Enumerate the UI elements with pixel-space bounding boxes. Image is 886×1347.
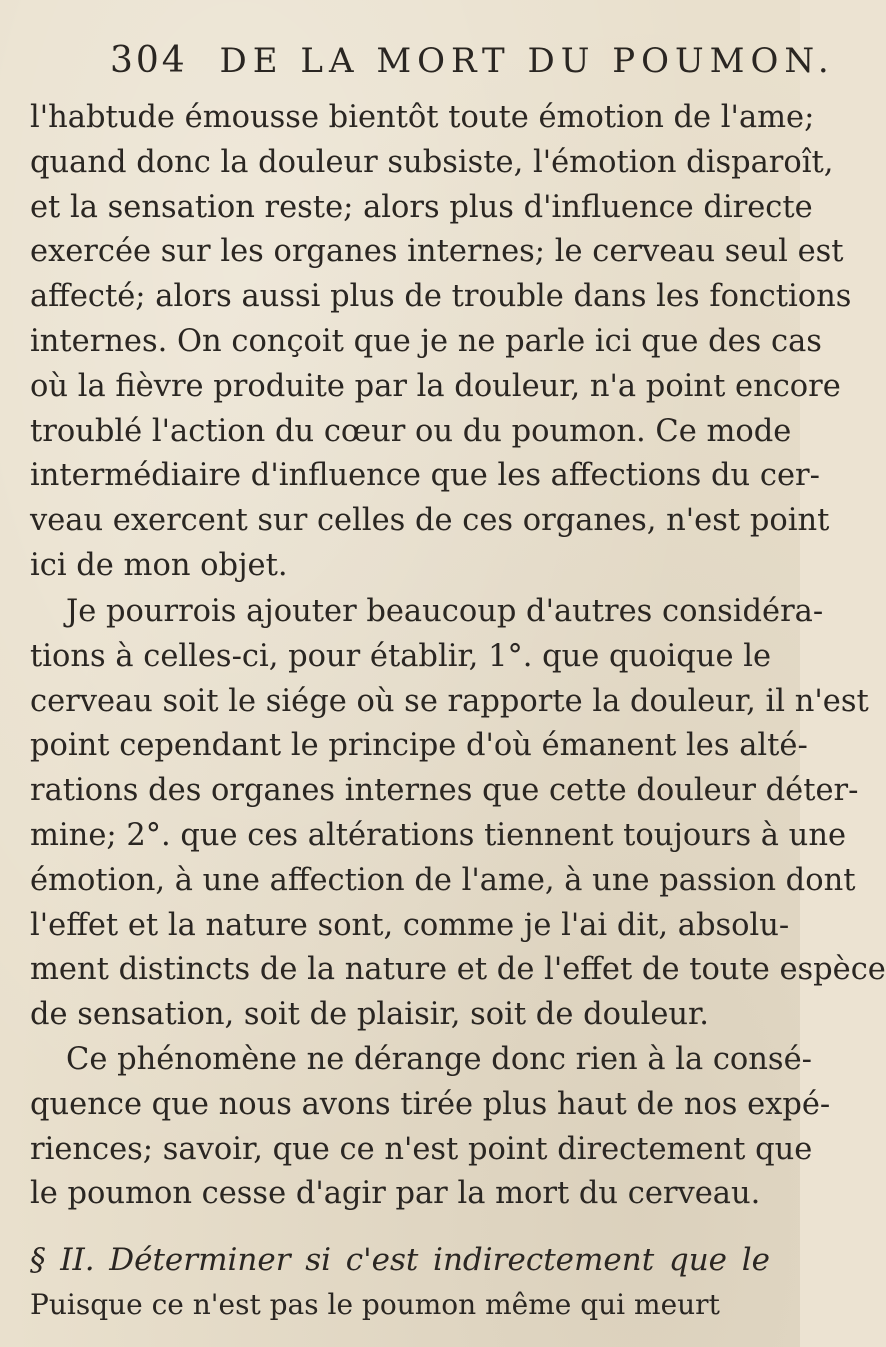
text-line: ici de mon objet. [30,547,288,583]
running-title: DE LA MORT DU POUMON. [219,41,835,81]
text-line: émotion, à une affection de l'ame, à une passion dont [30,862,856,898]
text-line: tions à celles-ci, pour établir, 1°. que quoique le [30,638,772,674]
text-line: veau exercent sur celles de ces organes, n'est point [30,503,830,539]
text-line: de sensation, soit de plaisir, soit de douleur. [30,997,709,1033]
text-line: Puisque ce n'est pas le poumon même qui meurt [30,1288,720,1321]
paragraph-section-start [30,1283,770,1327]
text-line: ment distincts de la nature et de l'effet de toute espèce [30,952,886,988]
section-heading-line: § II. Déterminer si c'est indirectement que le [30,1242,770,1278]
text-line: quence que nous avons tirée plus haut de nos expé- [30,1086,831,1122]
text-line: mine; 2°. que ces altérations tiennent toujours à une [30,817,847,853]
page-number: 304 [110,40,188,81]
text-line: l'habtude émousse bientôt toute émotion de l'ame; [30,100,815,135]
text-line: troublé l'action du cœur ou du poumon. Ce mode [30,413,792,449]
text-line: point cependant le principe d'où émanent les alté- [30,728,808,764]
text-line: affecté; alors aussi plus de trouble dans les fonctions [30,279,852,315]
text-line: et la sensation reste; alors plus d'influence directe [30,189,813,225]
text-line: Je pourrois ajouter beaucoup d'autres considéra- [66,594,824,629]
paragraph-continued [30,96,852,589]
text-line: cerveau soit le siége où se rapporte la douleur, il n'est [30,683,869,719]
paragraph-conclusion [30,1038,831,1217]
section-heading [30,1238,770,1283]
text-line: où la fièvre produite par la douleur, n'a point encore [30,368,841,404]
text-line: l'effet et la nature sont, comme je l'ai dit, absolu- [30,907,790,943]
page-header [110,40,835,100]
paragraph-considerations [30,590,886,1038]
text-line: internes. On conçoit que je ne parle ici que des cas [30,323,822,359]
text-line: exercée sur les organes internes; le cerveau seul est [30,234,844,270]
text-line: rations des organes internes que cette douleur déter- [30,773,859,809]
text-line: riences; savoir, que ce n'est point directement que [30,1131,813,1167]
text-line: Ce phénomène ne dérange donc rien à la consé- [66,1042,812,1077]
text-line: intermédiaire d'influence que les affections du cer- [30,458,820,494]
text-line: le poumon cesse d'agir par la mort du cerveau. [30,1176,761,1212]
text-line: quand donc la douleur subsiste, l'émotion disparoît, [30,144,834,180]
